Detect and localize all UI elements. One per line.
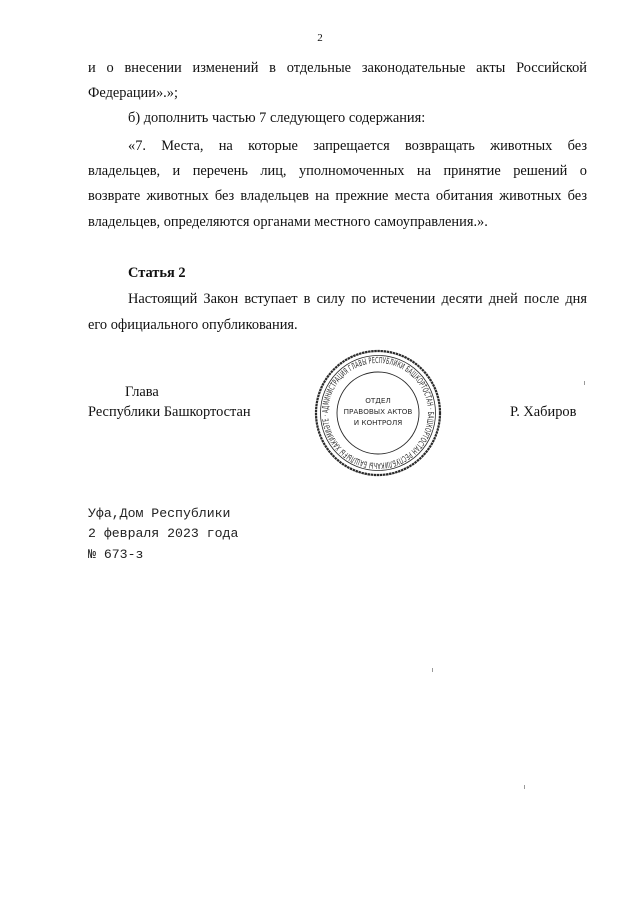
signature-name: Р. Хабиров (510, 404, 577, 420)
body-line-2: Федерации».»; (88, 85, 178, 101)
body-line-3: б) дополнить частью 7 следующего содержания: (128, 110, 426, 126)
article-line-1: Настоящий Закон вступает в силу по истечении десяти дней после дня (128, 291, 587, 307)
signature-title-line2: Республики Башкортостан (88, 404, 251, 420)
signature-title-line1: Глава (125, 384, 159, 400)
article-line-2: его официального опубликования. (88, 317, 298, 333)
body-line-5: владельцев, и перечень лиц, уполномоченных на принятие решений о (88, 163, 587, 179)
body-line-4: «7. Места, на которые запрещается возвращать животных без (128, 138, 587, 154)
stamp-center-line2: ПРАВОВЫХ АКТОВ (343, 407, 413, 416)
page-number: 2 (317, 32, 323, 44)
scan-speck (524, 785, 525, 789)
article-heading: Статья 2 (128, 265, 186, 281)
footer-number: № 673-з (88, 547, 144, 562)
body-line-7: владельцев, определяются органами местного самоуправления.». (88, 214, 488, 230)
stamp-center-line3: И КОНТРОЛЯ (353, 418, 403, 427)
stamp-center-line1: ОТДЕЛ (365, 396, 391, 405)
footer-place: Уфа,Дом Республики (88, 506, 231, 521)
stamp-ring-text: АДМИНИСТРАЦИЯ ГЛАВЫ РЕСПУБЛИКИ БАШКОРТОСТАН · БАШКОРТОСТАН РЕСПУБЛИКАҺЫ БАШЛЫҒЫ ХАКИМИӘТЕ · (319, 354, 437, 472)
body-line-1: и о внесении изменений в отдельные законодательные акты Российской (88, 60, 587, 76)
scan-speck (584, 381, 585, 385)
scan-speck (432, 668, 433, 672)
footer-date: 2 февраля 2023 года (88, 526, 239, 541)
official-stamp (313, 348, 443, 478)
body-line-6: возврате животных без владельцев на прежние места обитания животных без (88, 188, 587, 204)
